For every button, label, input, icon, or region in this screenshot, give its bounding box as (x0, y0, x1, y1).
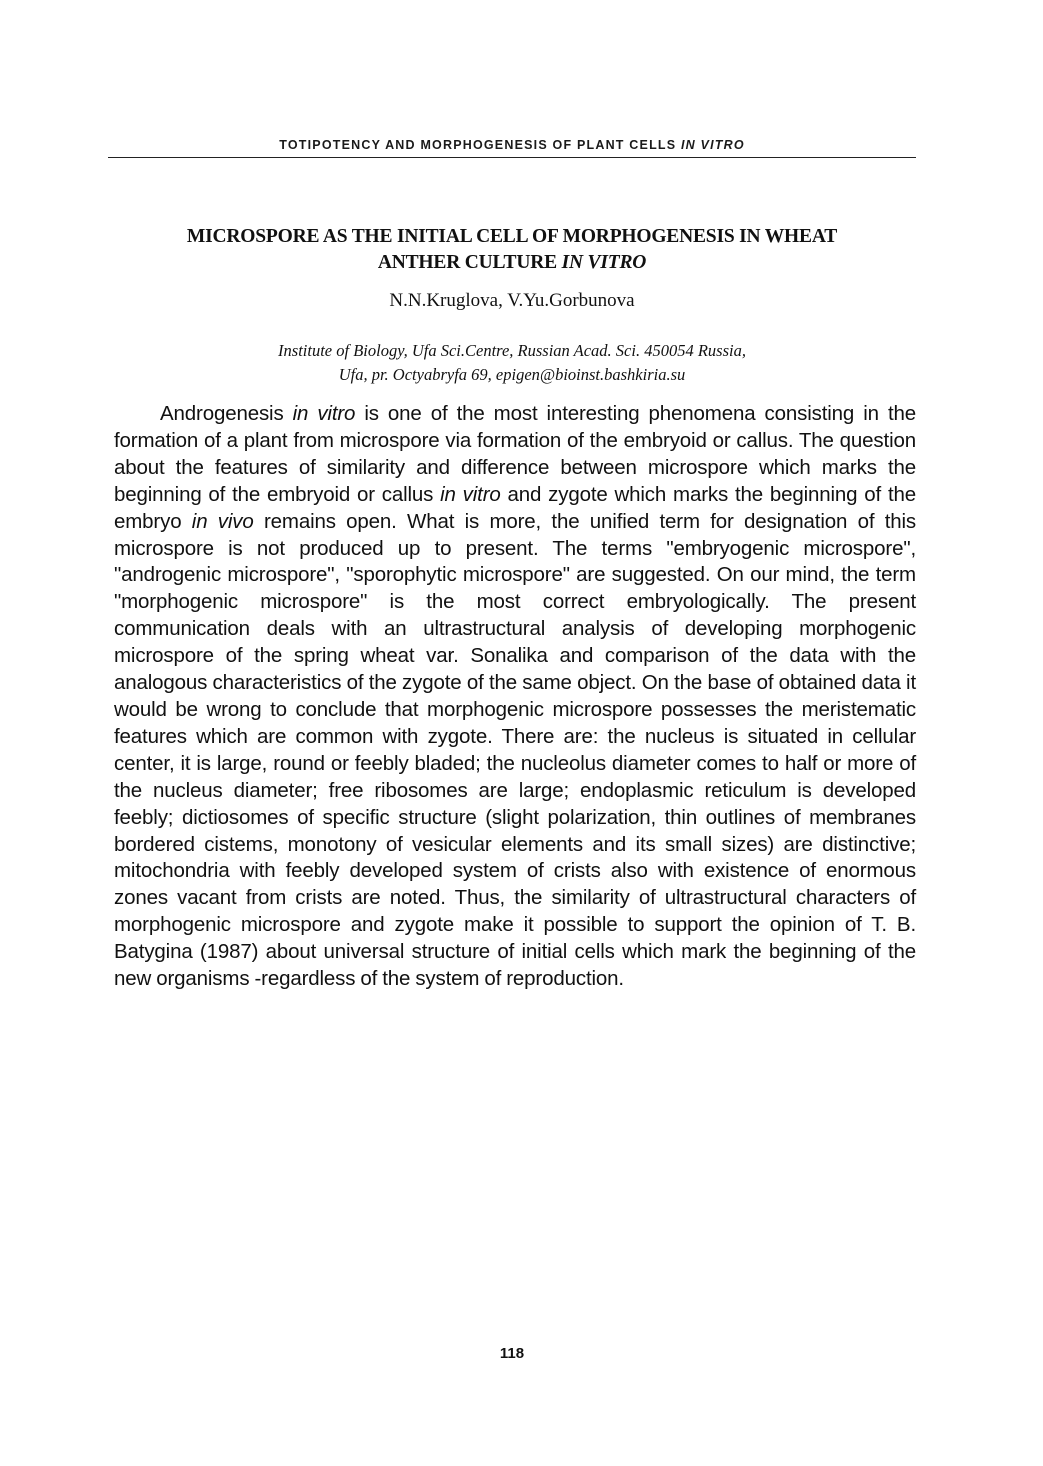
affiliation-line-2: Ufa, pr. Octyabryfa 69, epigen@bioinst.bashkiria.su (338, 365, 686, 384)
running-header-italic: IN VITRO (680, 138, 745, 152)
body-segment-2: is one of the most interesting phenomena consisting in the formation of a plant from microspore via formation of the embryoid or callus. The question about the features of similarity and difference between microspore which marks the beginning of the embryoid or callus (114, 402, 916, 506)
body-italic-2: in vitro (440, 482, 501, 506)
body-segment-4: remains open. What is more, the unified term for designation of this microspore is not produced up to present. The terms "embryogenic microspore", "androgenic microspore", "sporophytic microspore" are suggested. On our mind, the term "morphogenic microspore" is the most correct embryologically. The present communication deals with an ultrastructural analysis of developing morphogenic microspore of the spring wheat var. Sonalika and comparison of the data with the analogous characteristics of the zygote of the same object. On the base of obtained data it would be wrong to conclude that morphogenic microspore possesses the meristematic features which are common with zygote. There are: the nucleus is situated in cellular center, it is large, round or feebly bladed; the nucleolus diameter comes to half or more of the nucleus diameter; free ribosomes are large; endoplasmic reticulum is developed feebly; dictiosomes of specific structure (slight polarization, thin outlines of membranes bordered cistems, monotony of vesicular elements and its small sizes) are distinctive; mitochondria with feebly developed system of crists also with existence of enormous zones vacant from crists are noted. Thus, the similarity of ultrastructural characters of morphogenic microspore and zygote make it possible to support the opinion of T. B. Batygina (1987) about universal structure of initial cells which mark the beginning of the new organisms -regardless of the system of reproduction. (114, 509, 916, 991)
article-title (108, 224, 916, 276)
title-line-1: MICROSPORE AS THE INITIAL CELL OF MORPHOGENESIS IN WHEAT (186, 226, 838, 247)
running-header (108, 138, 916, 152)
affiliation (108, 339, 916, 387)
body-segment-1: Androgenesis (160, 402, 293, 425)
title-line-2-text: ANTHER CULTURE (377, 252, 557, 273)
body-italic-1: in vitro (292, 402, 356, 425)
affiliation-line-1: Institute of Biology, Ufa Sci.Centre, Russian Acad. Sci. 450054 Russia, (278, 341, 746, 360)
title-italic: IN VITRO (561, 252, 647, 273)
running-header-title: TOTIPOTENCY AND MORPHOGENESIS OF PLANT CELLS (279, 138, 677, 152)
title-line-2 (108, 250, 916, 276)
body-italic-3: in vivo (191, 509, 254, 533)
header-rule (108, 157, 916, 158)
abstract-body (114, 401, 916, 993)
page-number: 118 (499, 1345, 525, 1362)
authors: N.N.Kruglova, V.Yu.Gorbunova (389, 290, 635, 311)
body-segment-3: and zygote which marks the beginning of the embryo (114, 482, 916, 533)
